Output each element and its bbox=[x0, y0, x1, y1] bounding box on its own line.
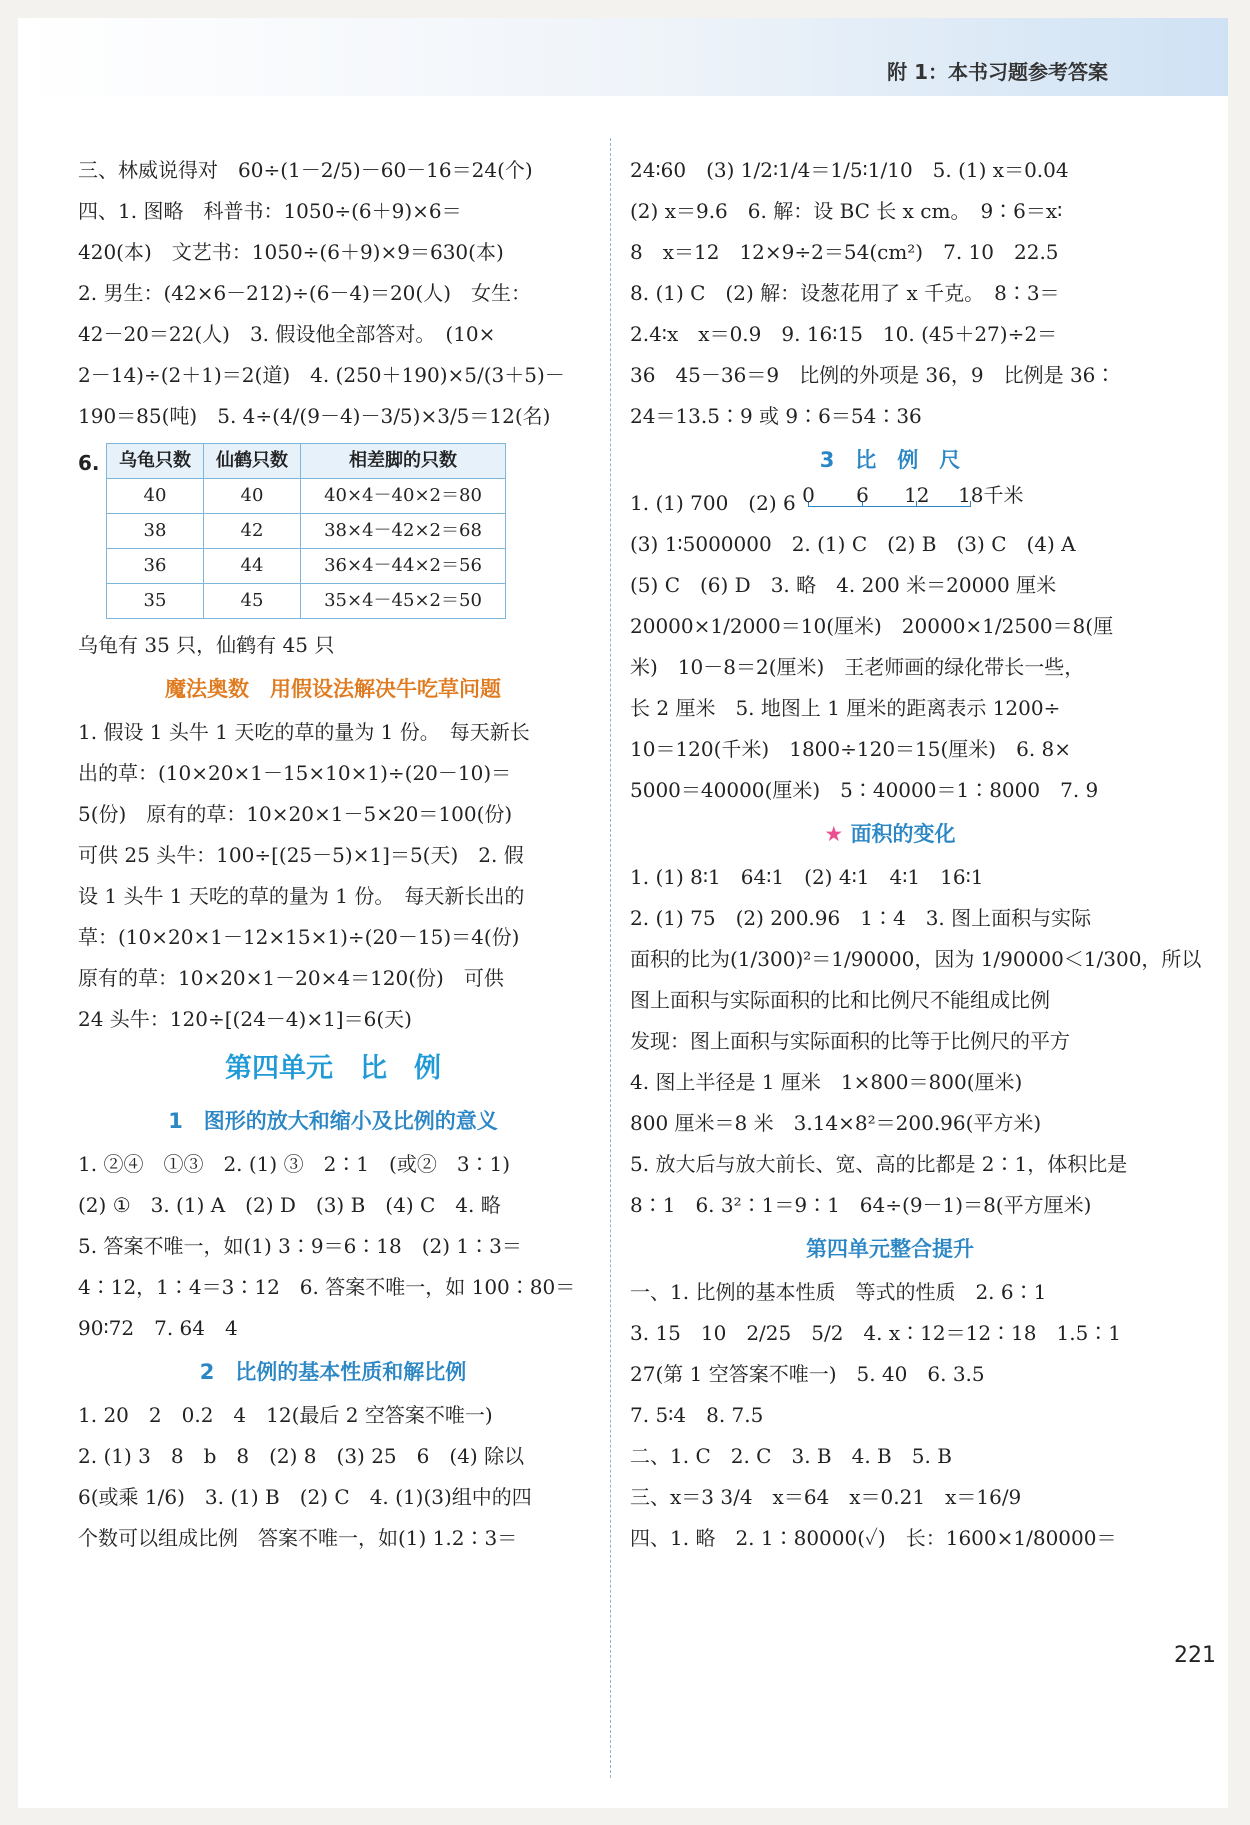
table-cell: 38×4－42×2＝68 bbox=[301, 514, 506, 549]
answer-line: 可供 25 头牛：100÷[(25－5)×1]＝5(天) 2. 假 bbox=[78, 843, 524, 867]
page-header-title: 附 1：本书习题参考答案 bbox=[887, 60, 1108, 84]
section-title: 3 比 例 尺 bbox=[819, 448, 961, 472]
table-header-cell: 相差脚的只数 bbox=[301, 444, 506, 479]
table-cell: 36×4－44×2＝56 bbox=[301, 549, 506, 584]
table-cell: 38 bbox=[107, 514, 204, 549]
area-title: 面积的变化 bbox=[850, 822, 956, 846]
answer-line: 800 厘米＝8 米 3.14×8²＝200.96(平方米) bbox=[630, 1111, 1042, 1135]
table-cell: 45 bbox=[204, 584, 301, 619]
answer-line: 190＝85(吨) 5. 4÷(4/(9－4)－3/5)×3/5＝12(名) bbox=[78, 404, 551, 428]
scale-label: 18千米 bbox=[958, 483, 1024, 507]
answer-line: 42－20＝22(人) 3. 假设他全部答对。 (10× bbox=[78, 322, 496, 346]
magic-math-title: 魔法奥数 用假设法解决牛吃草问题 bbox=[165, 677, 501, 701]
scale-answer-line bbox=[630, 483, 1150, 524]
answer-line: 个数可以组成比例 答案不唯一，如(1) 1.2∶3＝ bbox=[78, 1526, 518, 1550]
answer-line: 设 1 头牛 1 天吃的草的量为 1 份。 每天新长出的 bbox=[78, 884, 525, 908]
scale-bar bbox=[802, 483, 1024, 513]
answer-line: 4. 图上半径是 1 厘米 1×800＝800(厘米) bbox=[630, 1070, 1023, 1094]
answer-line: 10＝120(千米) 1800÷120＝15(厘米) 6. 8× bbox=[630, 737, 1072, 761]
answer-line: 20000×1/2000＝10(厘米) 20000×1/2500＝8(厘 bbox=[630, 614, 1114, 638]
answer-line: 米) 10－8＝2(厘米) 王老师画的绿化带长一些， bbox=[630, 655, 1085, 679]
answer-line: (3) 1∶5000000 2. (1) C (2) B (3) C (4) A bbox=[630, 532, 1076, 556]
table-block bbox=[78, 443, 588, 619]
answer-line: 四、1. 略 2. 1∶80000(✓) 长：1600×1/80000＝ bbox=[630, 1526, 1117, 1550]
scale-label: 6 bbox=[856, 483, 869, 507]
answer-line: 5(份) 原有的草：10×20×1－5×20＝100(份) bbox=[78, 802, 513, 826]
answer-line: 2. (1) 75 (2) 200.96 1∶4 3. 图上面积与实际 bbox=[630, 906, 1092, 930]
section-title-area bbox=[630, 811, 1150, 857]
answer-line: 2－14)÷(2＋1)＝2(道) 4. (250＋190)×5/(3＋5)－ bbox=[78, 363, 565, 387]
scale-label: 12 bbox=[904, 483, 930, 507]
table-cell: 40 bbox=[107, 479, 204, 514]
table-header-row bbox=[107, 444, 506, 479]
answer-line: 90∶72 7. 64 4 bbox=[78, 1316, 238, 1340]
answer-line: 1. 20 2 0.2 4 12(最后 2 空答案不唯一) bbox=[78, 1403, 493, 1427]
tortoise-crane-table bbox=[106, 443, 506, 619]
table-row bbox=[107, 584, 506, 619]
answer-line: 27(第 1 空答案不唯一) 5. 40 6. 3.5 bbox=[630, 1362, 985, 1386]
answer-line: 面积的比为(1/300)²＝1/90000，因为 1/90000＜1/300，所以 bbox=[630, 947, 1202, 971]
answer-line: 2. 男生：(42×6－212)÷(6－4)＝20(人) 女生： bbox=[78, 281, 532, 305]
answer-line: 长 2 厘米 5. 地图上 1 厘米的距离表示 1200÷ bbox=[630, 696, 1061, 720]
table-cell: 42 bbox=[204, 514, 301, 549]
table-row bbox=[107, 514, 506, 549]
answer-line: 4∶12，1∶4＝3∶12 6. 答案不唯一，如 100∶80＝ bbox=[78, 1275, 576, 1299]
answer-line: 24＝13.5∶9 或 9∶6＝54∶36 bbox=[630, 404, 922, 428]
scale-bar-line bbox=[808, 506, 970, 507]
table-header-cell: 仙鹤只数 bbox=[204, 444, 301, 479]
left-column bbox=[78, 150, 588, 1559]
answer-line: 一、1. 比例的基本性质 等式的性质 2. 6∶1 bbox=[630, 1280, 1047, 1304]
answer-line: 8∶1 6. 3²∶1＝9∶1 64÷(9－1)＝8(平方厘米) bbox=[630, 1193, 1092, 1217]
answer-line: 1. (1) 8∶1 64∶1 (2) 4∶1 4∶1 16∶1 bbox=[630, 865, 984, 889]
answer-line: (2) x＝9.6 6. 解：设 BC 长 x cm。 9∶6＝x∶ bbox=[630, 199, 1063, 223]
table-cell: 36 bbox=[107, 549, 204, 584]
table-row bbox=[107, 479, 506, 514]
answer-line: 5. 放大后与放大前长、宽、高的比都是 2∶1，体积比是 bbox=[630, 1152, 1128, 1176]
answer-line: 四、1. 图略 科普书：1050÷(6＋9)×6＝ bbox=[78, 199, 462, 223]
answer-line: 36 45－36＝9 比例的外项是 36，9 比例是 36∶ bbox=[630, 363, 1116, 387]
answer-line: 7. 5∶4 8. 7.5 bbox=[630, 1403, 764, 1427]
table-cell: 44 bbox=[204, 549, 301, 584]
section-title: 2 比例的基本性质和解比例 bbox=[199, 1360, 467, 1384]
answer-line: 2.4∶x x＝0.9 9. 16∶15 10. (45＋27)÷2＝ bbox=[630, 322, 1058, 346]
table-cell: 35×4－45×2＝50 bbox=[301, 584, 506, 619]
table-cell: 40 bbox=[204, 479, 301, 514]
answer-line: (5) C (6) D 3. 略 4. 200 米＝20000 厘米 bbox=[630, 573, 1057, 597]
scale-line-prefix: 1. (1) 700 (2) 6 bbox=[630, 491, 796, 515]
answer-line: 5. 答案不唯一，如(1) 3∶9＝6∶18 (2) 1∶3＝ bbox=[78, 1234, 522, 1258]
answer-line: 原有的草：10×20×1－20×4＝120(份) 可供 bbox=[78, 966, 504, 990]
answer-line: 图上面积与实际面积的比和比例尺不能组成比例 bbox=[630, 988, 1050, 1012]
answer-line: 3. 15 10 2/25 5/2 4. x∶12＝12∶18 1.5∶1 bbox=[630, 1321, 1122, 1345]
right-column bbox=[630, 150, 1202, 1559]
answer-line: 1. 假设 1 头牛 1 天吃的草的量为 1 份。 每天新长 bbox=[78, 720, 530, 744]
answer-line: 1. ②④ ①③ 2. (1) ③ 2∶1 (或② 3∶1) bbox=[78, 1152, 511, 1176]
column-divider bbox=[610, 138, 611, 1778]
answer-line: 5000＝40000(厘米) 5∶40000＝1∶8000 7. 9 bbox=[630, 778, 1099, 802]
answer-line: 三、林威说得对 60÷(1－2/5)－60－16＝24(个) bbox=[78, 158, 533, 182]
scale-label: 0 bbox=[802, 483, 815, 507]
answer-line: 24 头牛：120÷[(24－4)×1]＝6(天) bbox=[78, 1007, 412, 1031]
table-note: 乌龟有 35 只，仙鹤有 45 只 bbox=[78, 633, 335, 657]
answer-line: 三、x＝3 3/4 x＝64 x＝0.21 x＝16/9 bbox=[630, 1485, 1022, 1509]
book-page bbox=[18, 18, 1228, 1808]
answer-line: 8. (1) C (2) 解：设葱花用了 x 千克。 8∶3＝ bbox=[630, 281, 1060, 305]
table-cell: 40×4－40×2＝80 bbox=[301, 479, 506, 514]
section-title: 1 图形的放大和缩小及比例的意义 bbox=[168, 1109, 498, 1133]
answer-line: 草：(10×20×1－12×15×1)÷(20－15)＝4(份) bbox=[78, 925, 520, 949]
answer-line: 420(本) 文艺书：1050÷(6＋9)×9＝630(本) bbox=[78, 240, 504, 264]
answer-line: (2) ① 3. (1) A (2) D (3) B (4) C 4. 略 bbox=[78, 1193, 501, 1217]
star-icon: ★ bbox=[824, 822, 844, 846]
table-cell: 35 bbox=[107, 584, 204, 619]
answer-line: 出的草：(10×20×1－15×10×1)÷(20－10)＝ bbox=[78, 761, 512, 785]
page-number: 221 bbox=[1174, 1643, 1216, 1668]
answer-line: 2. (1) 3 8 b 8 (2) 8 (3) 25 6 (4) 除以 bbox=[78, 1444, 525, 1468]
answer-line: 发现：图上面积与实际面积的比等于比例尺的平方 bbox=[630, 1029, 1070, 1053]
table-header-cell: 乌龟只数 bbox=[107, 444, 204, 479]
answer-line: 二、1. C 2. C 3. B 4. B 5. B bbox=[630, 1444, 952, 1468]
table-row bbox=[107, 549, 506, 584]
unit-title: 第四单元 比 例 bbox=[225, 1053, 441, 1084]
answer-line: 6(或乘 1/6) 3. (1) B (2) C 4. (1)(3)组中的四 bbox=[78, 1485, 532, 1509]
answer-line: 24∶60 (3) 1/2∶1/4＝1/5∶1/10 5. (1) x＝0.04 bbox=[630, 158, 1069, 182]
answer-line: 8 x＝12 12×9÷2＝54(cm²) 7. 10 22.5 bbox=[630, 240, 1059, 264]
review-title: 第四单元整合提升 bbox=[806, 1237, 974, 1261]
table-label: 6. bbox=[78, 451, 100, 475]
